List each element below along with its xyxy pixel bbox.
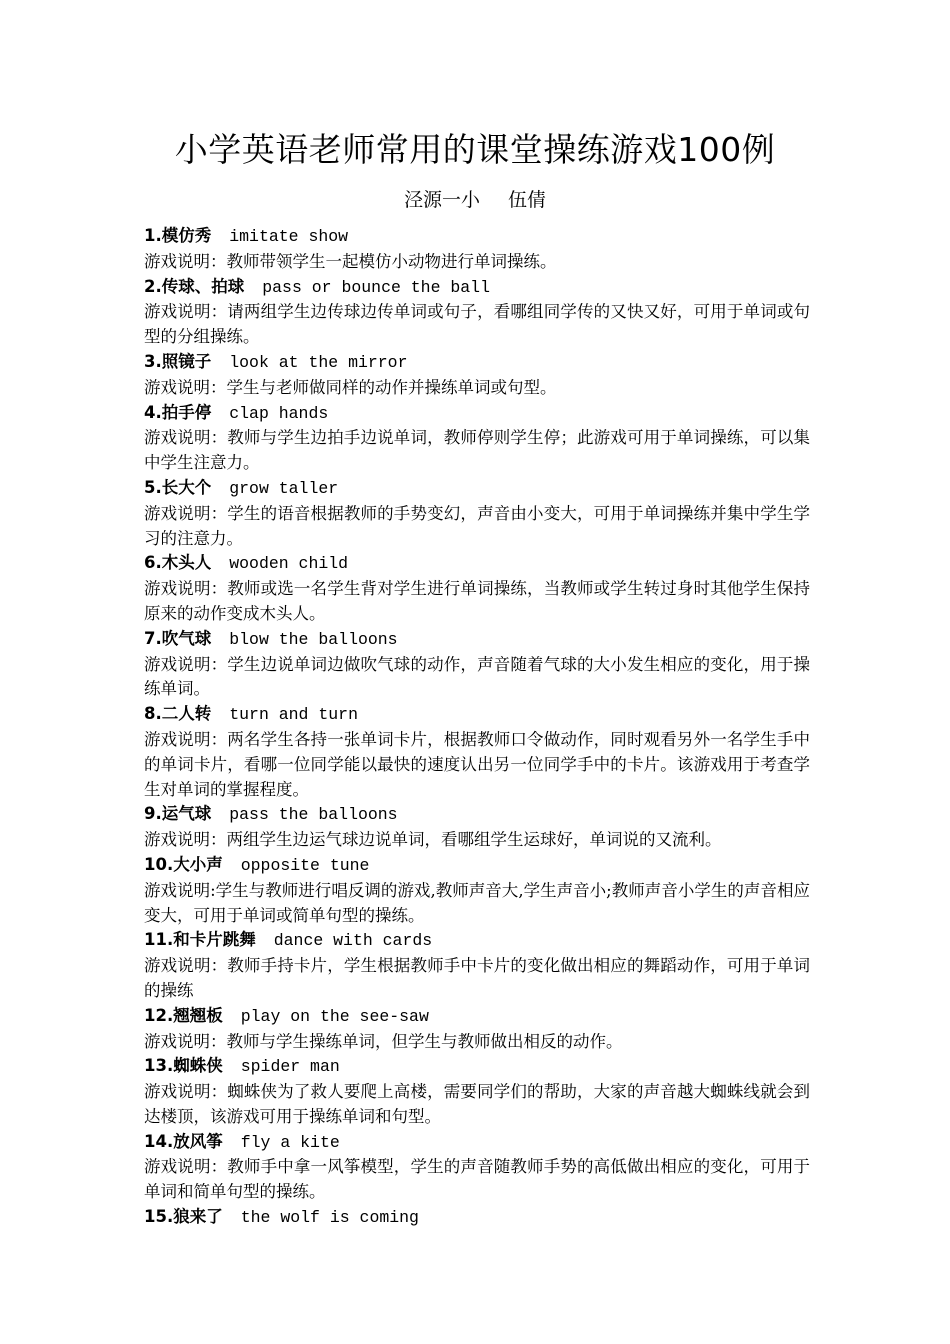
- entry-description: 游戏说明：两名学生各持一张单词卡片，根据教师口令做动作，同时观看另外一名学生手中的单词卡片，看哪一位同学能以最快的速度认出另一位同学手中的卡片。该游戏用于考查学生对单词的掌握程度。: [144, 729, 810, 799]
- entry-title: 13.蜘蛛侠: [144, 1056, 223, 1076]
- entry-english: the wolf is coming: [240, 1208, 419, 1228]
- entry-heading: [144, 1205, 810, 1231]
- entry-title: 11.和卡片跳舞: [144, 930, 256, 950]
- entry-description: 游戏说明:学生与教师进行唱反调的游戏,教师声音大,学生声音小;教师声音小学生的声音相应变大，可用于单词或简单句型的操练。: [144, 880, 810, 925]
- entry-description: 游戏说明：教师与学生操练单词，但学生与教师做出相反的动作。: [144, 1031, 623, 1051]
- entry-heading: [144, 401, 810, 427]
- entry: [144, 275, 810, 350]
- entry-title: 10.大小声: [144, 854, 223, 874]
- entry-heading: [144, 476, 810, 502]
- entry-english: opposite tune: [240, 855, 370, 875]
- entry-title: 4.拍手停: [144, 402, 212, 422]
- entry-title: 1.模仿秀: [144, 226, 212, 245]
- author-school: 泾源一小: [403, 189, 480, 211]
- entry-heading: [144, 1054, 810, 1080]
- entry: [144, 224, 810, 275]
- entry-title: 6.木头人: [144, 553, 212, 573]
- entry: [144, 627, 810, 702]
- entry-heading: [144, 1004, 810, 1030]
- entry-heading: [144, 802, 810, 828]
- entry-description: 游戏说明：学生与老师做同样的动作并操练单词或句型。: [144, 377, 557, 397]
- entry-english: pass or bounce the ball: [262, 277, 490, 297]
- entry: [144, 551, 810, 626]
- entry-description: 游戏说明：教师与学生边拍手边说单词，教师停则学生停；此游戏可用于单词操练，可以集中学生注意力。: [144, 428, 810, 473]
- entry-description: 游戏说明：教师手中拿一风筝模型，学生的声音随教师手势的高低做出相应的变化，可用于单词和简单句型的操练。: [144, 1157, 810, 1202]
- entry-description: 游戏说明：教师手持卡片，学生根据教师手中卡片的变化做出相应的舞蹈动作，可用于单词的操练: [144, 956, 810, 1000]
- entry-list: [144, 224, 810, 1231]
- entry-description: 游戏说明：两组学生边运气球边说单词，看哪组学生运球好，单词说的又流利。: [144, 830, 722, 850]
- entry: [144, 350, 810, 401]
- entry-title: 2.传球、拍球: [144, 276, 245, 296]
- entry-english: dance with cards: [273, 931, 433, 951]
- entry-title: 14.放风筝: [144, 1131, 223, 1151]
- entry-description: 游戏说明：教师或选一名学生背对学生进行单词操练，当教师或学生转过身时其他学生保持原来的动作变成木头人。: [144, 579, 810, 623]
- entry-title: 8.二人转: [144, 704, 212, 724]
- entry-description: 游戏说明：教师带领学生一起模仿小动物进行单词操练。: [144, 251, 557, 271]
- entry-title: 3.照镜子: [144, 351, 212, 371]
- entry: [144, 928, 810, 1003]
- entry-description: 游戏说明：蜘蛛侠为了救人要爬上高楼，需要同学们的帮助，大家的声音越大蜘蛛线就会到达楼顶，该游戏可用于操练单词和句型。: [144, 1082, 810, 1126]
- entry-english: turn and turn: [229, 705, 358, 725]
- entry: [144, 476, 810, 551]
- document-author: [0, 186, 950, 214]
- entry-english: wooden child: [229, 554, 349, 574]
- entry-heading: [144, 224, 810, 250]
- entry-heading: [144, 627, 810, 653]
- entry-heading: [144, 350, 810, 376]
- entry: [144, 1130, 810, 1205]
- entry-description: 游戏说明：请两组学生边传球边传单词或句子，看哪组同学传的又快又好，可用于单词或句型的分组操练。: [144, 302, 810, 347]
- entry-heading: [144, 702, 810, 728]
- entry: [144, 401, 810, 476]
- entry: [144, 853, 810, 928]
- entry-title: 9.运气球: [144, 804, 212, 824]
- entry: [144, 702, 810, 802]
- document-title: 小学英语老师常用的课堂操练游戏100例: [174, 130, 776, 169]
- entry-english: fly a kite: [240, 1132, 340, 1152]
- entry-heading: [144, 1130, 810, 1156]
- entry-english: imitate show: [229, 227, 349, 246]
- entry-title: 12.翘翘板: [144, 1005, 223, 1025]
- entry-description: 游戏说明：学生的语音根据教师的手势变幻，声音由小变大，可用于单词操练并集中学生学习的注意力。: [144, 503, 810, 548]
- entry-title: 15.狼来了: [144, 1207, 223, 1227]
- entry-title: 7.吹气球: [144, 628, 212, 648]
- entry-english: blow the balloons: [229, 629, 398, 649]
- entry-heading: [144, 551, 810, 577]
- entry-english: pass the balloons: [229, 805, 398, 825]
- entry-description: 游戏说明：学生边说单词边做吹气球的动作，声音随着气球的大小发生相应的变化，用于操练单词。: [144, 654, 810, 699]
- entry-heading: [144, 853, 810, 879]
- entry: [144, 1205, 810, 1231]
- entry-english: spider man: [240, 1057, 340, 1077]
- entry-heading: [144, 275, 810, 301]
- entry-english: look at the mirror: [229, 352, 408, 372]
- entry-english: clap hands: [229, 403, 329, 423]
- entry: [144, 1004, 810, 1055]
- entry-title: 5.长大个: [144, 477, 212, 497]
- author-name: 伍倩: [508, 189, 547, 211]
- entry: [144, 1054, 810, 1129]
- entry-english: grow taller: [229, 478, 339, 498]
- entry: [144, 802, 810, 853]
- entry-english: play on the see-saw: [240, 1006, 429, 1026]
- entry-heading: [144, 928, 810, 954]
